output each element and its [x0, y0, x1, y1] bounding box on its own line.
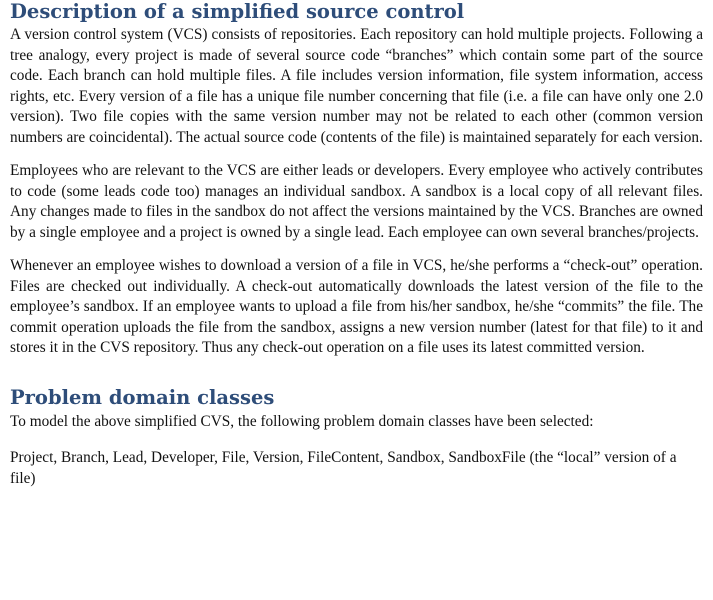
paragraph-model-intro: To model the above simplified CVS, the following problem domain classes have been selected:: [10, 412, 594, 430]
paragraph-checkout-commit: Whenever an employee wishes to download a version of a file in VCS, he/she performs a “check-out” operation. Files are checked out individually. A check-out automatically downloads the latest version of the file to the employee’s sandbox. If an employee wants to upload a file from his/her sandbox, he/she “commits” the file. The commit operation uploads the file from the sandbox, assigns a new version number (latest for that file) to it and stores it in the CVS repository. Thus any check-out operation on a file uses its latest committed version.: [10, 257, 703, 356]
document-page: [10, 0, 703, 489]
section-heading-problem-domain: Problem domain classes: [10, 385, 275, 409]
paragraph-vcs-structure: A version control system (VCS) consists of repositories. Each repository can hold multiple projects. Following a tree analogy, every project is made of several source code “branches” which contain some part of the source code. Each branch can hold multiple files. A file includes version information, file system information, access rights, etc. Every version of a file has a unique file number concerning that file (i.e. a file can have only one 2.0 version). Two file copies with the same version number may not be related to each other (common version numbers are coincidental). The actual source code (contents of the file) is maintained separately for each version.: [10, 26, 703, 146]
paragraph-employees: Employees who are relevant to the VCS are either leads or developers. Every employee who actively contributes to code (some leads code too) manages an individual sandbox. A sandbox is a local copy of all relevant files. Any changes made to files in the sandbox do not affect the versions maintained by the VCS. Branches are owned by a single employee and a project is owned by a single lead. Each employee can own several branches/projects.: [10, 162, 703, 241]
section-heading-description: Description of a simplified source control: [10, 0, 465, 23]
paragraph-class-list: Project, Branch, Lead, Developer, File, Version, FileContent, Sandbox, SandboxFile (the “local” version of a file): [10, 449, 677, 487]
